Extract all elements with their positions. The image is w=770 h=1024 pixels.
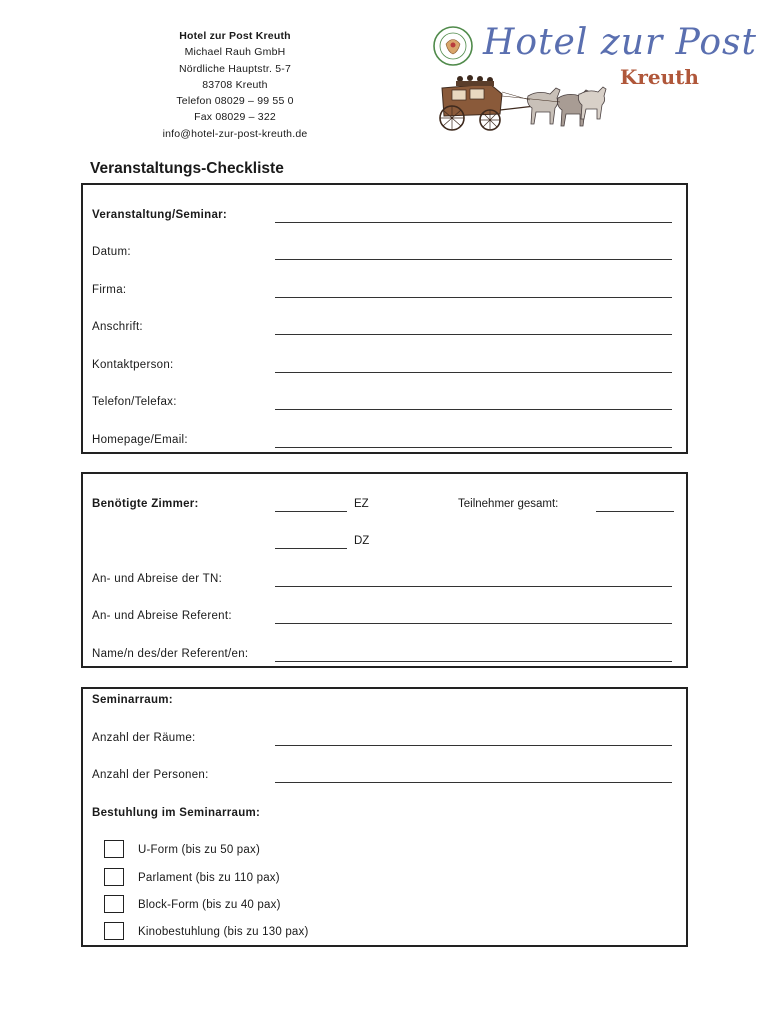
- field-row: [92, 732, 686, 748]
- field-label: Anschrift:: [92, 321, 143, 333]
- field-label: Telefon/Telefax:: [92, 396, 177, 408]
- double-rooms-input[interactable]: [275, 548, 347, 549]
- rooms-label: Benötigte Zimmer:: [92, 498, 199, 510]
- stagecoach-icon: [430, 66, 610, 132]
- contact-person-input[interactable]: [275, 372, 672, 373]
- field-row: [92, 573, 686, 589]
- field-row: [92, 321, 686, 337]
- kinobestuhlung-checkbox[interactable]: [104, 922, 124, 940]
- field-row: [92, 648, 686, 664]
- hotel-logo: [428, 20, 757, 135]
- street: Nördliche Hauptstr. 5-7: [179, 62, 291, 75]
- field-label: Anzahl der Räume:: [92, 732, 196, 744]
- rooms-section: [81, 472, 688, 668]
- company-input[interactable]: [275, 297, 672, 298]
- field-label: Homepage/Email:: [92, 434, 188, 446]
- logo-title: Hotel zur Post: [483, 22, 757, 63]
- speaker-names-input[interactable]: [275, 661, 672, 662]
- logo-subtitle: Kreuth: [620, 65, 699, 89]
- field-label: Kontaktperson:: [92, 359, 174, 371]
- event-seminar-input[interactable]: [275, 222, 672, 223]
- field-row: [92, 769, 686, 785]
- field-label: Veranstaltung/Seminar:: [92, 209, 228, 221]
- parlament-checkbox[interactable]: [104, 868, 124, 886]
- participants-travel-input[interactable]: [275, 586, 672, 587]
- field-row: [92, 209, 686, 225]
- double-room-unit: DZ: [354, 535, 370, 547]
- person-count-input[interactable]: [275, 782, 672, 783]
- field-label: Name/n des/der Referent/en:: [92, 648, 249, 660]
- field-label: Firma:: [92, 284, 127, 296]
- rooms-row: [92, 535, 686, 551]
- seminar-room-heading: Seminarraum:: [92, 694, 173, 706]
- block-form-checkbox[interactable]: [104, 895, 124, 913]
- checkbox-label: Block-Form (bis zu 40 pax): [138, 899, 281, 911]
- document-title: Veranstaltungs-Checkliste: [90, 160, 284, 177]
- room-count-input[interactable]: [275, 745, 672, 746]
- speaker-travel-input[interactable]: [275, 623, 672, 624]
- seal-icon: [431, 24, 475, 68]
- address-block: [140, 28, 330, 142]
- phone: Telefon 08029 – 99 55 0: [176, 95, 294, 108]
- field-row: [92, 246, 686, 262]
- phone-fax-input[interactable]: [275, 409, 672, 410]
- date-input[interactable]: [275, 259, 672, 260]
- seating-heading-row: [92, 807, 686, 823]
- checkbox-label: U-Form (bis zu 50 pax): [138, 844, 260, 856]
- participants-total-input[interactable]: [596, 511, 674, 512]
- seating-heading: Bestuhlung im Seminarraum:: [92, 807, 261, 819]
- field-label: An- und Abreise Referent:: [92, 610, 232, 622]
- city: 83708 Kreuth: [202, 78, 268, 91]
- checkbox-label: Kinobestuhlung (bis zu 130 pax): [138, 926, 309, 938]
- participants-label: Teilnehmer gesamt:: [458, 498, 559, 510]
- section-heading-row: [92, 694, 686, 710]
- single-room-unit: EZ: [354, 498, 369, 510]
- field-row: [92, 610, 686, 626]
- checkbox-label: Parlament (bis zu 110 pax): [138, 872, 280, 884]
- event-details-section: [81, 183, 688, 454]
- address-input[interactable]: [275, 334, 672, 335]
- homepage-email-input[interactable]: [275, 447, 672, 448]
- field-label: An- und Abreise der TN:: [92, 573, 223, 585]
- company-name: Michael Rauh GmbH: [184, 46, 286, 59]
- u-form-checkbox[interactable]: [104, 840, 124, 858]
- rooms-row: [92, 498, 686, 514]
- field-row: [92, 284, 686, 300]
- field-row: [92, 396, 686, 412]
- single-rooms-input[interactable]: [275, 511, 347, 512]
- field-row: [92, 359, 686, 375]
- field-label: Datum:: [92, 246, 131, 258]
- fax: Fax 08029 – 322: [194, 111, 276, 124]
- email: info@hotel-zur-post-kreuth.de: [162, 127, 308, 140]
- field-label: Anzahl der Personen:: [92, 769, 209, 781]
- field-row: [92, 434, 686, 450]
- hotel-name: Hotel zur Post Kreuth: [179, 30, 291, 42]
- seminar-room-section: [81, 687, 688, 947]
